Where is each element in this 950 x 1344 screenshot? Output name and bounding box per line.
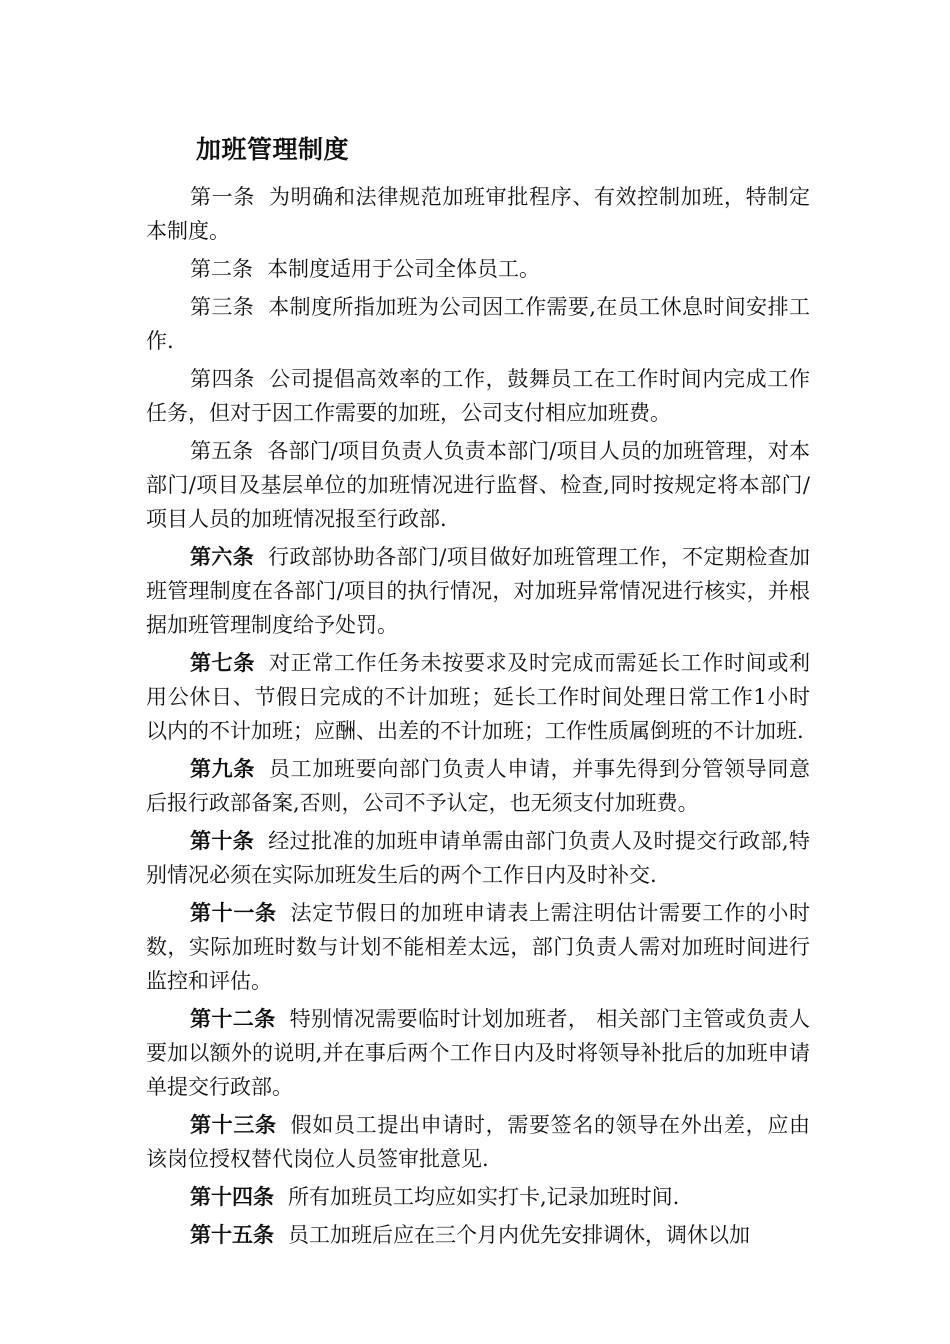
article-text: 本制度适用于公司全体员工。 bbox=[267, 257, 540, 281]
article-text: 公司提倡高效率的工作，鼓舞员工在工作时间内完成工作任务，但对于因工作需要的加班，公司支付相应加班费。 bbox=[146, 367, 810, 425]
article-1 bbox=[146, 180, 810, 248]
article-15 bbox=[146, 1218, 810, 1252]
article-number: 第十三条 bbox=[190, 1113, 277, 1137]
article-5 bbox=[146, 434, 810, 536]
article-number: 第十四条 bbox=[190, 1185, 274, 1209]
article-2 bbox=[146, 252, 810, 286]
article-number: 第五条 bbox=[190, 439, 254, 463]
article-9 bbox=[146, 752, 810, 820]
article-text: 法定节假日的加班申请表上需注明估计需要工作的小时数，实际加班时数与计划不能相差太远，部门负责人需对加班时间进行监控和评估。 bbox=[146, 901, 811, 993]
article-7 bbox=[146, 646, 810, 748]
article-11 bbox=[146, 896, 810, 998]
article-13 bbox=[146, 1108, 810, 1176]
article-number: 第二条 bbox=[190, 257, 253, 281]
article-text: 对正常工作任务未按要求及时完成而需延长工作时间或利用公休日、节假日完成的不计加班；延长工作时间处理日常工作1小时以内的不计加班；应酬、出差的不计加班；工作性质属倒班的不计加班. bbox=[146, 651, 810, 743]
article-number: 第一条 bbox=[190, 185, 255, 209]
article-number: 第三条 bbox=[190, 295, 255, 319]
document-title: 加班管理制度 bbox=[196, 135, 350, 164]
article-text: 各部门/项目负责人负责本部门/项目人员的加班管理，对本部门/项目及基层单位的加班情况进行监督、检查,同时按规定将本部门/项目人员的加班情况报至行政部. bbox=[146, 439, 811, 531]
article-text: 特别情况需要临时计划加班者， 相关部门主管或负责人要加以额外的说明,并在事后两个工作日内及时将领导补批后的加班申请单提交行政部。 bbox=[146, 1007, 810, 1099]
article-number: 第六条 bbox=[190, 545, 255, 569]
article-text: 为明确和法律规范加班审批程序、有效控制加班，特制定本制度。 bbox=[146, 185, 810, 243]
article-text: 员工加班后应在三个月内优先安排调休，调休以加 bbox=[288, 1223, 750, 1247]
article-number: 第十二条 bbox=[190, 1007, 276, 1031]
article-number: 第四条 bbox=[190, 367, 255, 391]
article-text: 所有加班员工均应如实打卡,记录加班时间. bbox=[288, 1185, 680, 1209]
article-number: 第七条 bbox=[190, 651, 255, 675]
article-text: 假如员工提出申请时，需要签名的领导在外出差，应由该岗位授权替代岗位人员签审批意见. bbox=[146, 1113, 811, 1171]
article-text: 员工加班要向部门负责人申请，并事先得到分管领导同意后报行政部备案,否则，公司不予认定，也无须支付加班费。 bbox=[146, 757, 810, 815]
article-text: 本制度所指加班为公司因工作需要,在员工休息时间安排工作. bbox=[146, 295, 810, 353]
article-number: 第十一条 bbox=[190, 901, 277, 925]
article-number: 第九条 bbox=[190, 757, 255, 781]
article-10 bbox=[146, 824, 810, 892]
article-14 bbox=[146, 1180, 810, 1214]
article-text: 行政部协助各部门/项目做好加班管理工作，不定期检查加班管理制度在各部门/项目的执行情况，对加班异常情况进行核实，并根据加班管理制度给予处罚。 bbox=[146, 545, 810, 637]
article-6 bbox=[146, 540, 810, 642]
article-4 bbox=[146, 362, 810, 430]
article-12 bbox=[146, 1002, 810, 1104]
article-number: 第十条 bbox=[190, 829, 255, 853]
document-body bbox=[146, 180, 810, 1256]
article-3 bbox=[146, 290, 810, 358]
article-number: 第十五条 bbox=[190, 1223, 274, 1247]
article-text: 经过批准的加班申请单需由部门负责人及时提交行政部,特别情况必须在实际加班发生后的两个工作日内及时补交. bbox=[146, 829, 810, 887]
